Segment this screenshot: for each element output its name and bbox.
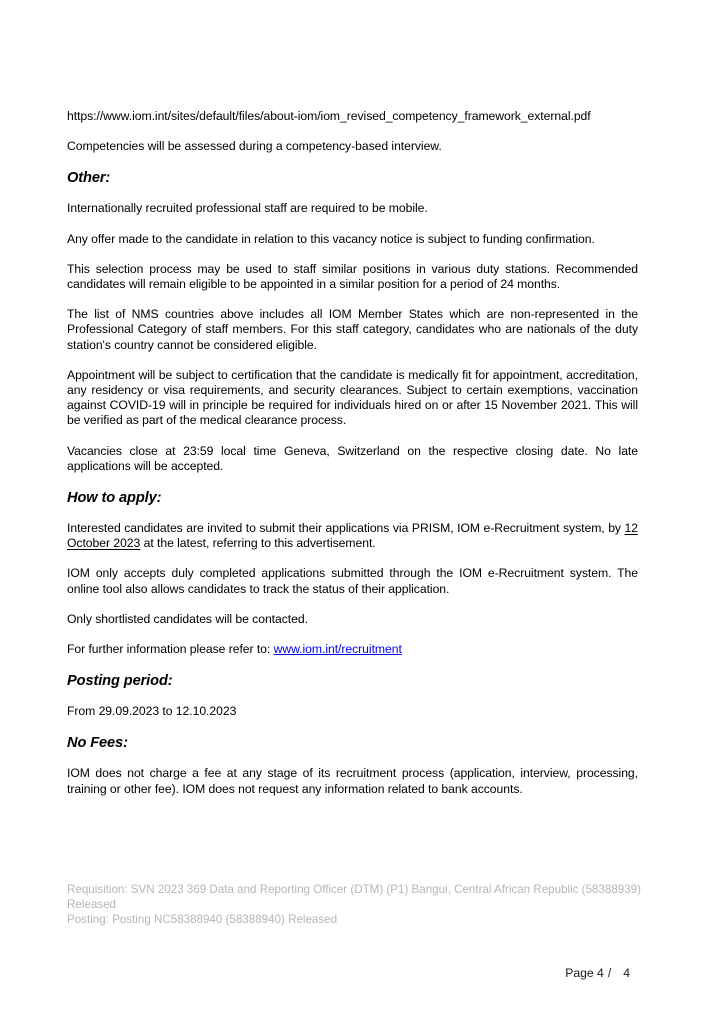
section-heading-no-fees: No Fees: (67, 735, 128, 752)
other-paragraph-appointment-certification: Appointment will be subject to certification that the candidate is medically fit for appointment, accreditation, any residency or visa requirements, and security clearances. Subject to certain exemptions, vaccination against COVID-19 will in principle be required for individuals hired on or after 15 November 2021. This will be verified as part of the medical clearance process. (67, 367, 638, 428)
posting-period-dates: From 29.09.2023 to 12.10.2023 (67, 704, 237, 719)
competency-assessment-note: Competencies will be assessed during a competency-based interview. (67, 139, 442, 154)
requisition-line: Requisition: SVN 2023 369 Data and Reporting Officer (DTM) (P1) Bangui, Central African Republic (58388939) Released (67, 883, 641, 912)
apply-paragraph-shortlisted: Only shortlisted candidates will be contacted. (67, 611, 308, 626)
section-heading-how-to-apply: How to apply: (67, 490, 162, 507)
no-fees-paragraph: IOM does not charge a fee at any stage of its recruitment process (application, interview, processing, training or other fee). IOM does not request any information related to bank accounts. (67, 766, 638, 796)
other-paragraph-mobility: Internationally recruited professional staff are required to be mobile. (67, 201, 428, 216)
apply-instructions-paragraph (67, 521, 638, 551)
apply-paragraph-erecruitment: IOM only accepts duly completed applications submitted through the IOM e-Recruitment system. The online tool also allows candidates to track the status of their application. (67, 566, 638, 596)
competency-framework-url: https://www.iom.int/sites/default/files/about-iom/iom_revised_competency_framework_external.pdf (67, 109, 591, 123)
other-paragraph-nms-countries: The list of NMS countries above includes all IOM Member States which are non-represented in the Professional Category of staff members. For this staff category, candidates who are nationals of the duty station's country cannot be considered eligible. (67, 307, 638, 352)
page-number-total: 4 (623, 966, 630, 980)
section-heading-other: Other: (67, 170, 111, 187)
application-deadline-date: 12 October 2023 (67, 521, 638, 551)
page-number-footer (0, 966, 724, 980)
apply-instructions-text-before-date: Interested candidates are invited to submit their applications via PRISM, IOM e-Recruitment system, by (67, 521, 625, 536)
other-paragraph-vacancy-closing: Vacancies close at 23:59 local time Geneva, Switzerland on the respective closing date. No late applications will be accepted. (67, 443, 638, 473)
recruitment-website-link[interactable]: www.iom.int/recruitment (273, 642, 402, 657)
document-body (67, 109, 638, 812)
requisition-footer (67, 882, 647, 927)
other-paragraph-funding: Any offer made to the candidate in relation to this vacancy notice is subject to funding confirmation. (67, 231, 595, 246)
page-number-label: Page 4 (565, 966, 604, 980)
other-paragraph-similar-positions: This selection process may be used to staff similar positions in various duty stations. Recommended candidates will remain eligible to be appointed in a similar position for a period of 24 months. (67, 261, 638, 292)
page-number-separator: / (607, 966, 612, 980)
further-information-paragraph (67, 642, 638, 657)
apply-instructions-text-after-date: at the latest, referring to this advertisement. (140, 536, 376, 551)
further-information-label: For further information please refer to: (67, 642, 274, 657)
section-heading-posting-period: Posting period: (67, 673, 173, 690)
posting-line: Posting: Posting NC58388940 (58388940) Released (67, 913, 338, 927)
